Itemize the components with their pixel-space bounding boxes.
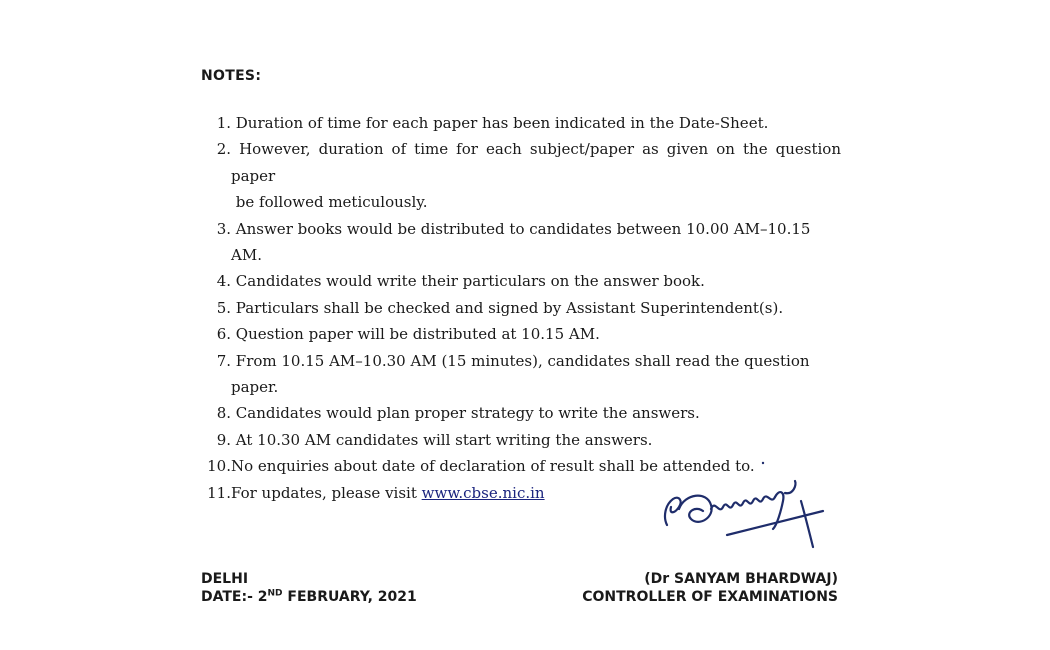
note-text: For updates, please visit www.cbse.nic.in [231, 483, 545, 502]
note-item [201, 110, 841, 136]
note-number: 8. [216, 404, 231, 423]
notes-heading: NOTES: [201, 68, 262, 84]
note-number: 10. [207, 457, 231, 476]
note-text-continuation: be followed meticulously. [235, 193, 428, 212]
note-text: At 10.30 AM candidates will start writing the answers. [235, 430, 653, 449]
note-item [201, 216, 841, 269]
note-text: Candidates would write their particulars on the answer book. [235, 272, 705, 291]
note-text: No enquiries about date of declaration of result shall be attended to. [231, 457, 755, 476]
note-text: Candidates would plan proper strategy to write the answers. [235, 404, 700, 423]
note-number: 5. [216, 298, 231, 317]
note-item [201, 295, 841, 321]
notes-list [201, 110, 841, 506]
note-item [201, 348, 841, 401]
note-number: 7. [216, 351, 231, 370]
note-number: 6. [216, 325, 231, 344]
note-text: Answer books would be distributed to candidates between 10.00 AM–10.15 AM. [231, 219, 811, 265]
note-number: 2. [216, 140, 231, 159]
signatory-title: CONTROLLER OF EXAMINATIONS [582, 589, 838, 605]
cbse-website-link[interactable]: www.cbse.nic.in [421, 483, 545, 502]
note-item-continuation [201, 189, 841, 215]
issue-date: DATE:- 2ND FEBRUARY, 2021 [201, 588, 417, 605]
note-text: However, duration of time for each subject/paper as given on the question paper [231, 140, 841, 185]
signatory-name: (Dr SANYAM BHARDWAJ) [644, 571, 838, 587]
note-text: Question paper will be distributed at 10.15 AM. [235, 325, 600, 344]
note-item [201, 427, 841, 453]
note-number: 11. [207, 483, 231, 502]
note-text: Particulars shall be checked and signed by Assistant Superintendent(s). [235, 298, 784, 317]
signature-image [655, 455, 830, 555]
note-item [201, 268, 841, 294]
note-number: 4. [216, 272, 231, 291]
footer-signatory [582, 570, 838, 606]
place: DELHI [201, 571, 249, 587]
note-number: 3. [216, 219, 231, 238]
note-item [201, 321, 841, 347]
note-text: From 10.15 AM–10.30 AM (15 minutes), candidates shall read the question paper. [231, 351, 810, 397]
footer-place-date [201, 570, 417, 606]
note-text: Duration of time for each paper has been indicated in the Date-Sheet. [235, 114, 769, 132]
note-number: 1. [216, 114, 231, 132]
note-number: 9. [216, 430, 231, 449]
note-item [201, 136, 841, 189]
note-item [201, 400, 841, 426]
